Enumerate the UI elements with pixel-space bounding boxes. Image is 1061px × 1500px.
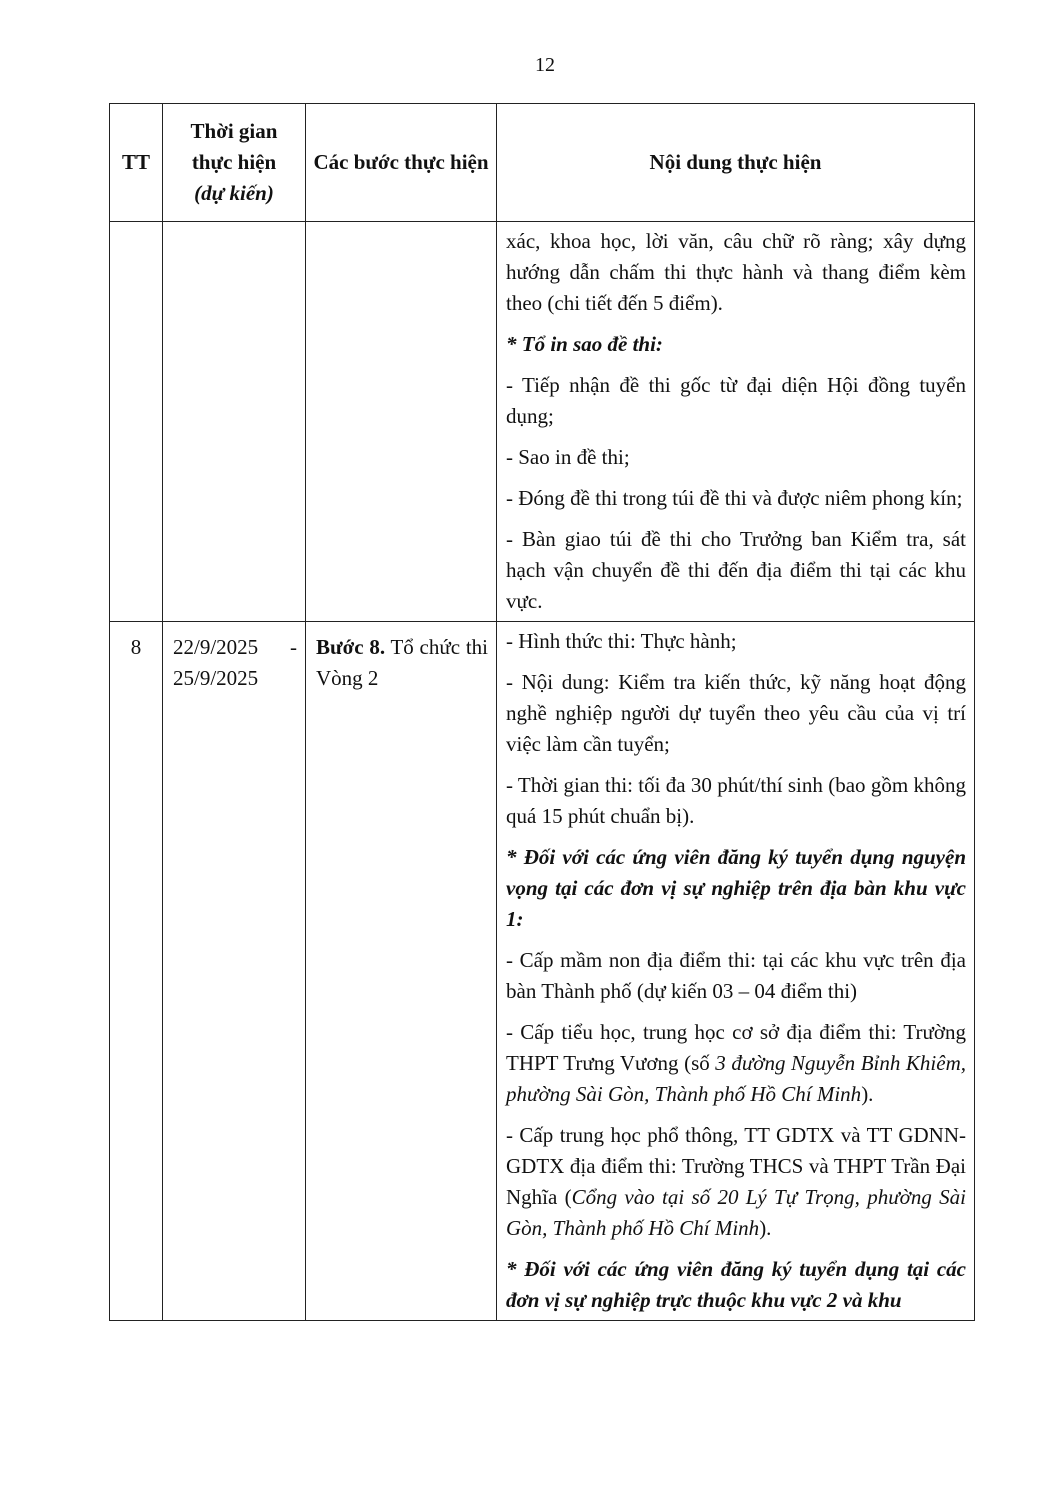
header-time-line2: thực hiện xyxy=(191,150,277,174)
time-dash: - xyxy=(290,635,297,659)
header-time-line3: (dự kiến) xyxy=(194,181,274,205)
header-time xyxy=(163,104,306,222)
content-paragraph: - Cấp mầm non địa điểm thi: tại các khu vực trên địa bàn Thành phố (dự kiến 03 – 04 điểm thi) xyxy=(506,948,966,1003)
content-paragraph: - Bàn giao túi đề thi cho Trưởng ban Kiểm tra, sát hạch vận chuyển đề thi đến địa điểm thi tại các khu vực. xyxy=(506,527,966,613)
content-paragraph: - Nội dung: Kiểm tra kiến thức, kỹ năng hoạt động nghề nghiệp người dự tuyển theo yêu cầu của vị trí việc làm cần tuyển; xyxy=(506,670,966,756)
content-text: - Cấp trung học phổ thông, TT GDTX và TT GDNN-GDTX địa điểm thi: Trường THCS và THPT Trần Đại Nghĩa ( xyxy=(506,1123,966,1209)
content-paragraph: - Sao in đề thi; xyxy=(506,445,630,469)
page-number: 12 xyxy=(535,54,555,76)
cell-content xyxy=(497,622,975,1321)
content-address: 3 đường Nguyễn Bỉnh Khiêm, phường Sài Gòn, Thành phố Hồ Chí Minh xyxy=(506,1051,966,1106)
content-paragraph: - Tiếp nhận đề thi gốc từ đại diện Hội đồng tuyển dụng; xyxy=(506,373,966,428)
content-text: - Cấp tiểu học, trung học cơ sở địa điểm thi: Trường THPT Trưng Vương (số xyxy=(506,1020,966,1075)
header-content: Nội dung thực hiện xyxy=(497,104,975,222)
cell-tt-empty xyxy=(110,222,163,622)
cell-time-empty xyxy=(163,222,306,622)
cell-tt: 8 xyxy=(110,622,163,1321)
cell-content-continued xyxy=(497,222,975,622)
content-paragraph: - Đóng đề thi trong túi đề thi và được niêm phong kín; xyxy=(506,486,963,510)
content-text: ). xyxy=(861,1082,874,1106)
schedule-table xyxy=(109,103,975,1321)
header-time-line1: Thời gian xyxy=(190,119,278,143)
content-text: ). xyxy=(759,1216,772,1240)
content-paragraph: - Thời gian thi: tối đa 30 phút/thí sinh (bao gồm không quá 15 phút chuẩn bị). xyxy=(506,773,966,828)
cell-step xyxy=(306,622,497,1321)
content-heading: * Đối với các ứng viên đăng ký tuyển dụng nguyện vọng tại các đơn vị sự nghiệp trên địa bàn khu vực 1: xyxy=(506,845,966,931)
content-paragraph xyxy=(506,1017,966,1110)
header-steps: Các bước thực hiện xyxy=(306,104,497,222)
table-row-8 xyxy=(110,622,975,1321)
cell-time xyxy=(163,622,306,1321)
table-header-row xyxy=(110,104,975,222)
content-paragraph: xác, khoa học, lời văn, câu chữ rõ ràng; xây dựng hướng dẫn chấm thi thực hành và thang điểm kèm theo (chi tiết đến 5 điểm). xyxy=(506,229,966,315)
step-text: Tổ chức thi Vòng 2 xyxy=(316,635,489,690)
content-paragraph xyxy=(506,1120,966,1244)
content-address: Cổng vào tại số 20 Lý Tự Trọng, phường Sài Gòn, Thành phố Hồ Chí Minh xyxy=(506,1185,966,1240)
content-heading: * Tổ in sao đề thi: xyxy=(506,332,663,356)
cell-step-empty xyxy=(306,222,497,622)
header-tt: TT xyxy=(110,104,163,222)
content-heading: * Đối với các ứng viên đăng ký tuyển dụng tại các đơn vị sự nghiệp trực thuộc khu vực 2 và khu xyxy=(506,1257,966,1312)
time-start: 22/9/2025 xyxy=(173,635,259,659)
content-paragraph: - Hình thức thi: Thực hành; xyxy=(506,629,737,653)
table-row-continued xyxy=(110,222,975,622)
step-label: Bước 8. xyxy=(316,635,386,659)
time-end: 25/9/2025 xyxy=(173,666,259,690)
